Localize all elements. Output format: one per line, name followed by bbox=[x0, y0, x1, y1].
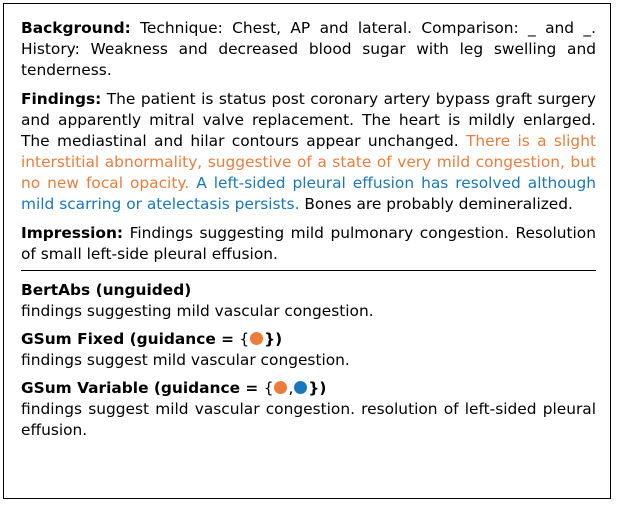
gsum-fixed-block bbox=[21, 329, 596, 371]
gsum-variable-block bbox=[21, 378, 596, 441]
gsum-fixed-title: GSum Fixed (guidance = bbox=[21, 330, 235, 348]
impression-label: Impression: bbox=[21, 224, 124, 242]
gsum-variable-title: GSum Variable (guidance = bbox=[21, 379, 259, 397]
gsum-fixed-brace-close: }) bbox=[264, 330, 283, 348]
gsum-variable-brace-open: { bbox=[263, 379, 274, 397]
background-text: Technique: Chest, AP and lateral. Comparison: _ and _. History: Weakness and decreased blood sugar with leg swelling and tenderness. bbox=[21, 19, 596, 79]
orange-guidance-dot-icon bbox=[274, 381, 287, 394]
blue-guidance-dot-icon bbox=[294, 381, 307, 394]
bertabs-output: findings suggesting mild vascular congestion. bbox=[21, 302, 374, 320]
impression-section bbox=[21, 223, 596, 265]
orange-guidance-dot-icon bbox=[250, 332, 263, 345]
gsum-fixed-brace-open: { bbox=[239, 330, 250, 348]
bertabs-block bbox=[21, 280, 596, 322]
gsum-fixed-title-line bbox=[21, 329, 596, 350]
findings-label: Findings: bbox=[21, 90, 102, 108]
gsum-variable-output: findings suggest mild vascular congestion. resolution of left-sided pleural effusion. bbox=[21, 400, 596, 439]
findings-text-plain: The patient is status post coronary artery bypass graft surgery and apparently mitral valve replacement. The heart is mildly enlarged. The mediastinal and hilar contours appear unchanged. bbox=[21, 90, 596, 150]
findings-text-end: Bones are probably demineralized. bbox=[304, 195, 573, 213]
gsum-fixed-output: findings suggest mild vascular congestion. bbox=[21, 351, 350, 369]
gsum-variable-separator: , bbox=[288, 379, 294, 397]
example-figure-box bbox=[3, 3, 611, 499]
impression-text: Findings suggesting mild pulmonary congestion. Resolution of small left-side pleural effusion. bbox=[21, 224, 596, 263]
background-label: Background: bbox=[21, 19, 131, 37]
bertabs-title: BertAbs (unguided) bbox=[21, 281, 192, 299]
gsum-variable-title-line bbox=[21, 378, 596, 399]
section-divider bbox=[21, 270, 596, 271]
findings-text-orange: There is a slight interstitial abnormality, suggestive of a state of very mild congestion, but no new focal opacity. bbox=[21, 132, 596, 192]
findings-section bbox=[21, 89, 596, 215]
findings-text-blue: A left-sided pleural effusion has resolved although mild scarring or atelectasis persists. bbox=[21, 174, 596, 213]
gsum-variable-brace-close: }) bbox=[308, 379, 327, 397]
background-section bbox=[21, 18, 596, 81]
